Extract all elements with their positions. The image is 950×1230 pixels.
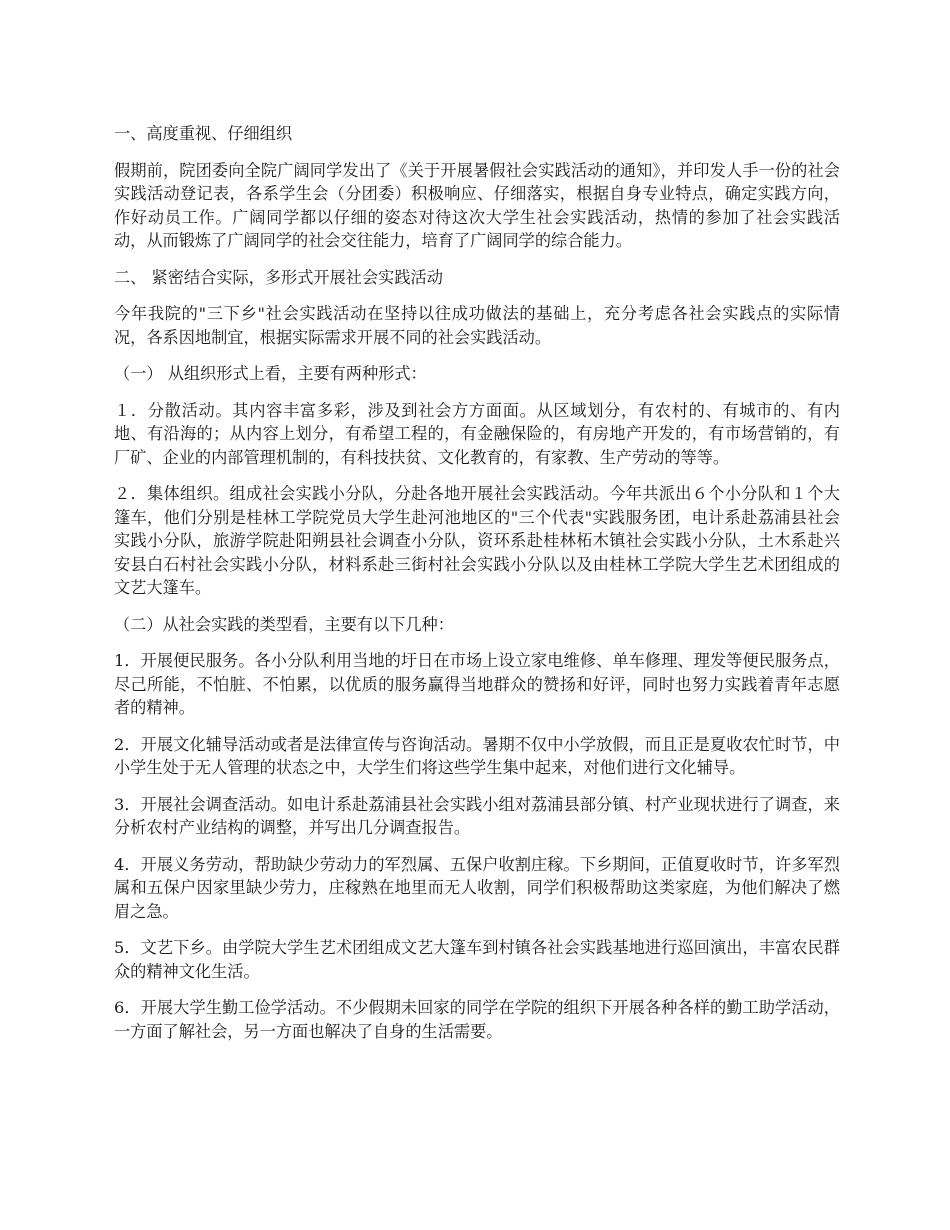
form-2-paragraph: ２．集体组织。组成社会实践小分队，分赴各地开展社会实践活动。今年共派出６个小分队和１个大篷车，他们分别是桂林工学院党员大学生赴河池地区的"三个代表"实践服务团，电计系赴荔浦县社会实践小分队，旅游学院赴阳朔县社会调查小分队，资环系赴桂林柘木镇社会实践小分队，土木系赴兴安县白石村社会实践小分队，材料系赴三街村社会实践小分队以及由桂林工学院大学生艺术团组成的文艺大篷车。: [114, 484, 840, 597]
form-1-paragraph: １．分散活动。其内容丰富多彩，涉及到社会方方面面。从区域划分，有农村的、有城市的、有内地、有沿海的；从内容上划分，有希望工程的，有金融保险的，有房地产开发的，有市场营销的，有厂矿、企业的内部管理机制的，有科技扶贫、文化教育的，有家教、生产劳动的等等。: [114, 400, 840, 467]
type-1-paragraph: 1．开展便民服务。各小分队利用当地的圩日在市场上设立家电维修、单车修理、理发等便民服务点，尽己所能，不怕脏、不怕累，以优质的服务赢得当地群众的赞扬和好评，同时也努力实践着青年志愿者的精神。: [114, 651, 840, 717]
subsection-2-heading: （二）从社会实践的类型看，主要有以下几种：: [114, 614, 454, 634]
type-3-paragraph: 3．开展社会调查活动。如电计系赴荔浦县社会实践小组对荔浦县部分镇、村产业现状进行了调查，来分析农村产业结构的调整，并写出几分调查报告。: [114, 794, 840, 837]
type-4-paragraph: 4．开展义务劳动，帮助缺少劳动力的军烈属、五保户收割庄稼。下乡期间，正值夏收时节，许多军烈属和五保户因家里缺少劳力，庄稼熟在地里而无人收割，同学们积极帮助这类家庭，为他们解决了燃眉之急。: [114, 854, 840, 921]
type-6-paragraph: 6．开展大学生勤工俭学活动。不少假期未回家的同学在学院的组织下开展各种各样的勤工助学活动，一方面了解社会，另一方面也解决了自身的生活需要。: [114, 998, 840, 1041]
section-1-heading: 一、高度重视、仔细组织: [114, 124, 293, 143]
section-2-heading: 二、 紧密结合实际，多形式开展社会实践活动: [114, 267, 443, 287]
type-2-paragraph: 2．开展文化辅导活动或者是法律宣传与咨询活动。暑期不仅中小学放假，而且正是夏收农忙时节，中小学生处于无人管理的状态之中，大学生们将这些学生集中起来，对他们进行文化辅导。: [114, 734, 840, 777]
section-1-paragraph: 假期前，院团委向全院广阔同学发出了《关于开展暑假社会实践活动的通知》，并印发人手一份的社会实践活动登记表，各系学生会（分团委）积极响应、仔细落实，根据自身专业特点，确定实践方向，作好动员工作。广阔同学都以仔细的姿态对待这次大学生社会实践活动，热情的参加了社会实践活动，从而锻炼了广阔同学的社会交往能力，培育了广阔同学的综合能力。: [114, 160, 840, 250]
section-2-intro-paragraph: 今年我院的"三下乡"社会实践活动在坚持以往成功做法的基础上，充分考虑各社会实践点的实际情况，各系因地制宜，根据实际需求开展不同的社会实践活动。: [114, 304, 840, 347]
subsection-1-heading: （一） 从组织形式上看，主要有两种形式：: [114, 364, 427, 383]
type-5-paragraph: 5．文艺下乡。由学院大学生艺术团组成文艺大篷车到村镇各社会实践基地进行巡回演出，丰富农民群众的精神文化生活。: [114, 938, 840, 981]
document-page: [114, 122, 840, 1056]
